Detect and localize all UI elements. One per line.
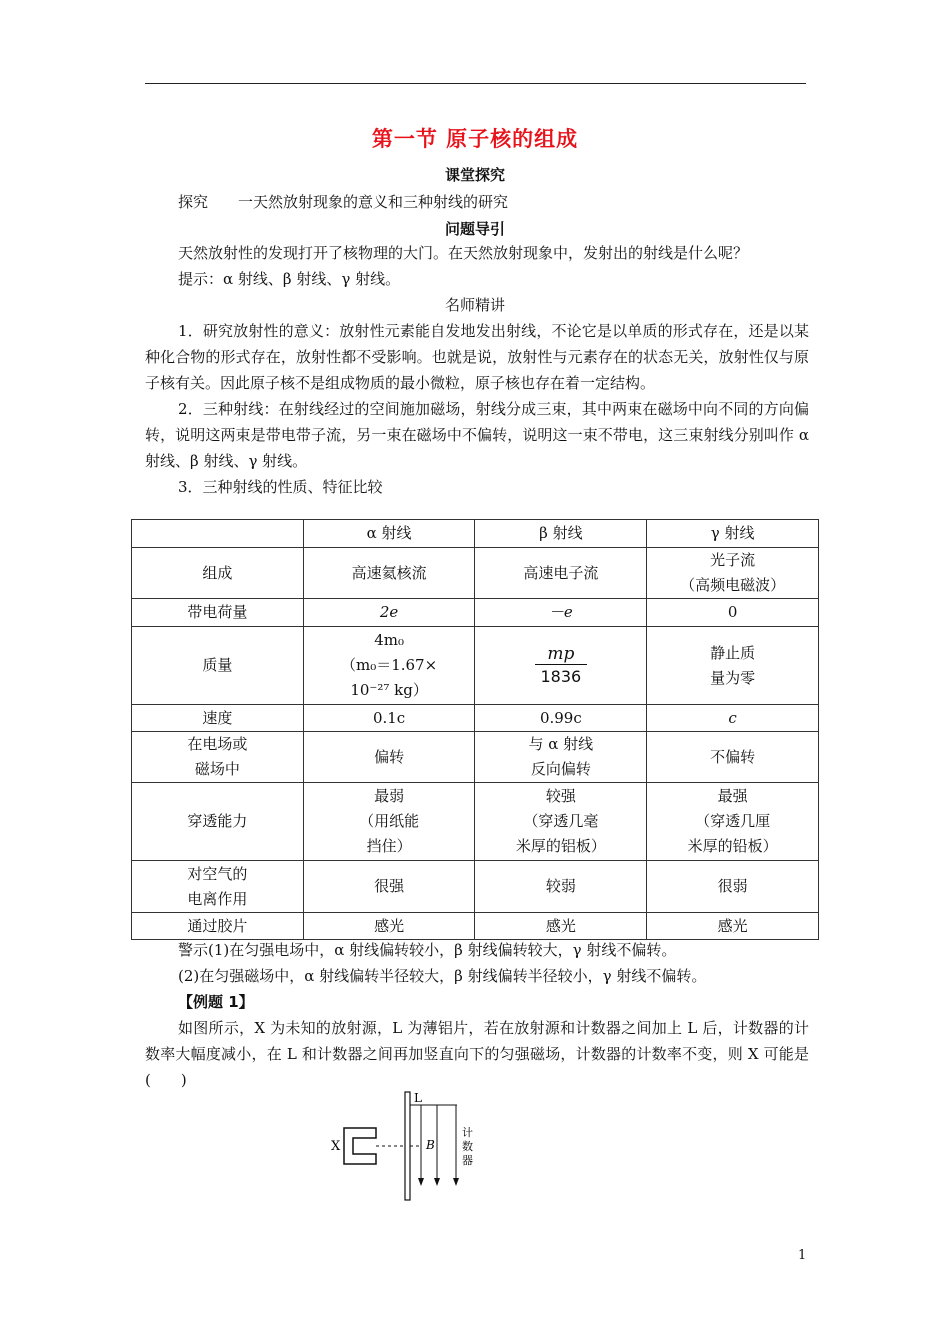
table-row [132, 913, 819, 940]
header-cell [132, 520, 304, 548]
table-cell: 最强 （穿透几厘 米厚的铅板） [647, 783, 819, 861]
source-container [344, 1128, 376, 1164]
example-text: 如图所示，X 为未知的放射源，L 为薄铝片，若在放射源和计数器之间加上 L 后，计数器的计数率大幅度减小，在 L 和计数器之间再加竖直向下的匀强磁场，计数器的计数率不变，则 X 可能是( ) [145, 1019, 809, 1089]
warning-1: 警示(1)在匀强电场中，α 射线偏转较小，β 射线偏转较大，γ 射线不偏转。 [178, 941, 677, 959]
experiment-figure [325, 1088, 485, 1203]
table-cell: 不偏转 [647, 732, 819, 783]
table-row [132, 861, 819, 913]
table-cell: 较弱 [475, 861, 647, 913]
table-row [132, 705, 819, 732]
page-number: 1 [798, 1248, 807, 1263]
page-title: 第一节 原子核的组成 [371, 127, 579, 151]
table-cell: 感光 [647, 913, 819, 940]
point-3: 3．三种射线的性质、特征比较 [178, 478, 383, 496]
table-cell: 0 [647, 599, 819, 627]
comparison-table [131, 519, 819, 940]
master-heading: 名师精讲 [444, 296, 505, 314]
topic-line: 探究 一天然放射现象的意义和三种射线的研究 [178, 193, 509, 211]
table-cell: 感光 [475, 913, 647, 940]
table-cell: 0.1c [303, 705, 475, 732]
source-x-label: X [331, 1139, 341, 1154]
question-text: 天然放射性的发现打开了核物理的大门。在天然放射现象中，发射出的射线是什么呢？ [178, 244, 749, 262]
example-label: 【例题 1】 [178, 993, 254, 1011]
mass-fraction: $\frac{mp}{1836}$ [535, 644, 588, 687]
table-row [132, 599, 819, 627]
row-label: 对空气的 电离作用 [132, 861, 304, 913]
table-row [132, 548, 819, 599]
table-cell: 0.99c [475, 705, 647, 732]
table-cell [475, 627, 647, 705]
table-row [132, 627, 819, 705]
point-1: 1．研究放射性的意义：放射性元素能自发地发出射线，不论它是以单质的形式存在，还是以某种化合物的形式存在，放射性都不受影响。也就是说，放射性与元素存在的状态无关，放射性仅与原子核有关。因此原子核不是组成物质的最小微粒，原子核也存在着一定结构。 [145, 322, 809, 392]
row-label: 在电场或 磁场中 [132, 732, 304, 783]
table-cell: 很强 [303, 861, 475, 913]
row-label: 带电荷量 [132, 599, 304, 627]
table-cell: 最弱 （用纸能 挡住） [303, 783, 475, 861]
table-cell: 很弱 [647, 861, 819, 913]
field-b-label: B [426, 1138, 435, 1152]
header-cell: α 射线 [303, 520, 475, 548]
header-rule [145, 83, 806, 84]
row-label: 通过胶片 [132, 913, 304, 940]
table-cell: 高速氦核流 [303, 548, 475, 599]
table-cell: 2e [303, 599, 475, 627]
warning-2: (2)在匀强磁场中，α 射线偏转半径较大，β 射线偏转半径较小，γ 射线不偏转。 [178, 967, 707, 985]
table-cell: －e [475, 599, 647, 627]
table-cell: 与 α 射线 反向偏转 [475, 732, 647, 783]
table-cell: c [647, 705, 819, 732]
counter-label: 器 [462, 1154, 473, 1167]
hint-text: 提示：α 射线、β 射线、γ 射线。 [178, 270, 401, 288]
section-heading: 课堂探究 [444, 166, 505, 184]
header-cell: γ 射线 [647, 520, 819, 548]
sub-heading: 问题导引 [444, 220, 505, 238]
counter-label: 计 [462, 1126, 473, 1139]
magnetic-field-arrows [418, 1105, 459, 1186]
row-label: 速度 [132, 705, 304, 732]
table-row [132, 732, 819, 783]
header-cell: β 射线 [475, 520, 647, 548]
row-label: 组成 [132, 548, 304, 599]
row-label: 质量 [132, 627, 304, 705]
foil-l-label: L [414, 1091, 422, 1105]
table-cell: 光子流 （高频电磁波） [647, 548, 819, 599]
point-2: 2．三种射线：在射线经过的空间施加磁场，射线分成三束，其中两束在磁场中向不同的方向偏转，说明这两束是带电带子流，另一束在磁场中不偏转，说明这一束不带电，这三束射线分别叫作 α 射线、β 射线、γ 射线。 [145, 400, 809, 470]
table-cell: 静止质 量为零 [647, 627, 819, 705]
table-cell: 感光 [303, 913, 475, 940]
table-cell: 较强 （穿透几毫 米厚的铝板） [475, 783, 647, 861]
table-cell: 4m₀ （m₀＝1.67× 10⁻²⁷ kg） [303, 627, 475, 705]
table-row [132, 783, 819, 861]
table-cell: 偏转 [303, 732, 475, 783]
counter-label: 数 [462, 1140, 473, 1153]
aluminum-foil-L [405, 1092, 410, 1200]
table-cell: 高速电子流 [475, 548, 647, 599]
table-row [132, 520, 819, 548]
row-label: 穿透能力 [132, 783, 304, 861]
